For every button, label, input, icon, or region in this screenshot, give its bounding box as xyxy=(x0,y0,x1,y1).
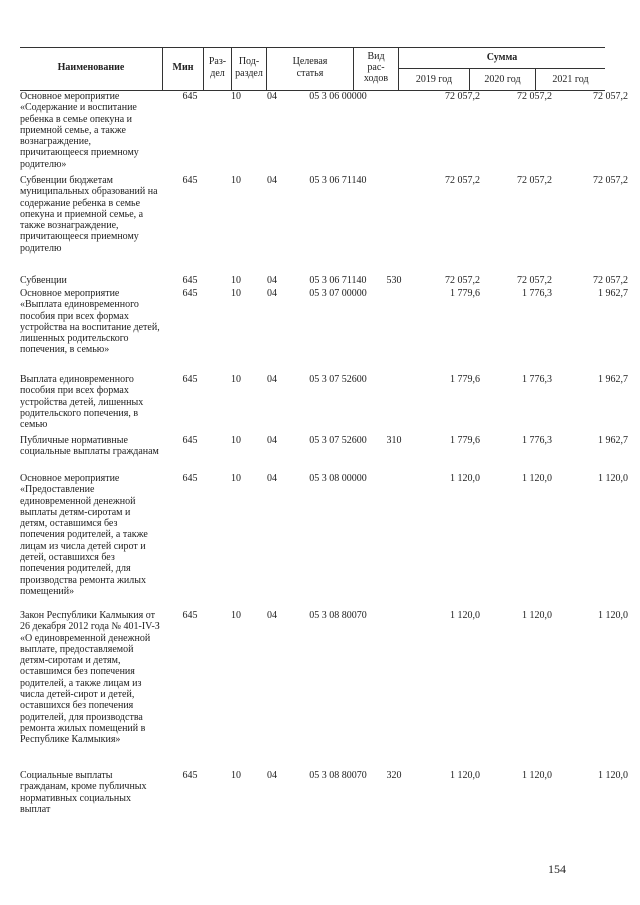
row-target: 05 3 08 80070 xyxy=(309,770,367,781)
row-vid: 530 xyxy=(386,275,402,286)
row-name: Публичные нормативные социальные выплаты гражданам xyxy=(20,435,159,458)
row-target: 05 3 07 52600 xyxy=(309,374,367,385)
row-name: Субвенции бюджетам муниципальных образований на содержание ребенка в семье опекуна и приемной семье, а также вознаграждение, причитающееся приемному родителю xyxy=(20,175,158,254)
row-sum-2021: 1 120,0 xyxy=(598,473,628,484)
row-podrazdel: 04 xyxy=(267,610,277,621)
row-target: 05 3 06 00000 xyxy=(309,91,367,102)
header-2020: 2020 год xyxy=(484,74,521,85)
row-target: 05 3 07 52600 xyxy=(309,435,367,446)
row-name: Закон Республики Калмыкия от 26 декабря 2012 года № 401-IV-З «О единовременной денежной выплате, предоставляемой детям-сиротам и детям, оставшимся без попечения родителей, а также лицам из числа детей-сирот и детей, оставшихся без попечения родителей, для производства ремонта жилых помещений в Республике Калмыкия» xyxy=(20,610,160,746)
header-2021: 2021 год xyxy=(552,74,589,85)
row-sum-2020: 1 776,3 xyxy=(522,374,552,385)
row-target: 05 3 06 71140 xyxy=(309,275,367,286)
header-summa: Сумма xyxy=(486,52,518,63)
row-razdel: 10 xyxy=(231,175,241,186)
row-sum-2019: 72 057,2 xyxy=(445,275,480,286)
row-podrazdel: 04 xyxy=(267,374,277,385)
row-target: 05 3 07 00000 xyxy=(309,288,367,299)
row-sum-2020: 72 057,2 xyxy=(517,275,552,286)
page-number: 154 xyxy=(548,862,566,876)
row-min: 645 xyxy=(182,175,198,186)
row-min: 645 xyxy=(182,770,198,781)
row-podrazdel: 04 xyxy=(267,435,277,446)
row-razdel: 10 xyxy=(231,374,241,385)
row-target: 05 3 08 80070 xyxy=(309,610,367,621)
row-razdel: 10 xyxy=(231,610,241,621)
row-podrazdel: 04 xyxy=(267,275,277,286)
row-vid: 310 xyxy=(386,435,402,446)
row-sum-2019: 72 057,2 xyxy=(445,91,480,102)
row-vid: 320 xyxy=(386,770,402,781)
row-min: 645 xyxy=(182,275,198,286)
row-sum-2019: 72 057,2 xyxy=(445,175,480,186)
row-podrazdel: 04 xyxy=(267,473,277,484)
row-sum-2021: 1 962,7 xyxy=(598,288,628,299)
row-min: 645 xyxy=(182,473,198,484)
row-min: 645 xyxy=(182,374,198,385)
row-sum-2020: 1 776,3 xyxy=(522,435,552,446)
header-razdel: Раз- дел xyxy=(208,56,227,79)
row-razdel: 10 xyxy=(231,91,241,102)
row-sum-2021: 1 120,0 xyxy=(598,770,628,781)
row-sum-2020: 72 057,2 xyxy=(517,175,552,186)
row-sum-2019: 1 120,0 xyxy=(450,473,480,484)
row-sum-2021: 1 120,0 xyxy=(598,610,628,621)
row-sum-2021: 72 057,2 xyxy=(593,275,628,286)
row-sum-2021: 1 962,7 xyxy=(598,374,628,385)
header-podrazdel: Под- раздел xyxy=(235,56,263,79)
row-sum-2019: 1 120,0 xyxy=(450,770,480,781)
header-name: Наименование xyxy=(57,62,125,73)
row-sum-2019: 1 779,6 xyxy=(450,288,480,299)
row-sum-2019: 1 120,0 xyxy=(450,610,480,621)
row-razdel: 10 xyxy=(231,288,241,299)
row-razdel: 10 xyxy=(231,770,241,781)
row-target: 05 3 08 00000 xyxy=(309,473,367,484)
row-min: 645 xyxy=(182,610,198,621)
row-sum-2021: 72 057,2 xyxy=(593,91,628,102)
row-min: 645 xyxy=(182,91,198,102)
row-name: Социальные выплаты гражданам, кроме публичных нормативных социальных выплат xyxy=(20,770,147,815)
row-podrazdel: 04 xyxy=(267,91,277,102)
row-name: Субвенции xyxy=(20,275,67,286)
table-header xyxy=(20,47,605,91)
row-razdel: 10 xyxy=(231,435,241,446)
row-sum-2019: 1 779,6 xyxy=(450,374,480,385)
header-2019: 2019 год xyxy=(415,74,453,85)
row-target: 05 3 06 71140 xyxy=(309,175,367,186)
row-min: 645 xyxy=(182,435,198,446)
row-sum-2019: 1 779,6 xyxy=(450,435,480,446)
row-sum-2020: 1 776,3 xyxy=(522,288,552,299)
row-name: Основное мероприятие «Предоставление единовременной денежной выплаты детям-сиротам и детям, оставшимся без попечения родителей, а также лицам из числа детей сирот и детей, оставшихся без попечения родителей, для производства ремонта жилых помещений» xyxy=(20,473,148,597)
row-podrazdel: 04 xyxy=(267,770,277,781)
row-razdel: 10 xyxy=(231,275,241,286)
row-sum-2020: 1 120,0 xyxy=(522,473,552,484)
row-podrazdel: 04 xyxy=(267,175,277,186)
row-sum-2020: 72 057,2 xyxy=(517,91,552,102)
header-min: Мин xyxy=(172,62,194,73)
header-vid: Вид рас- ходов xyxy=(363,51,389,84)
row-podrazdel: 04 xyxy=(267,288,277,299)
row-name: Выплата единовременного пособия при всех формах устройства детей, лишенных родительского попечения, в семью xyxy=(20,374,144,431)
row-sum-2021: 72 057,2 xyxy=(593,175,628,186)
row-sum-2020: 1 120,0 xyxy=(522,610,552,621)
row-sum-2020: 1 120,0 xyxy=(522,770,552,781)
row-min: 645 xyxy=(182,288,198,299)
row-razdel: 10 xyxy=(231,473,241,484)
row-name: Основное мероприятие «Содержание и воспитание ребенка в семье опекуна и приемной семье, а также вознаграждение, причитающееся приемному родителю» xyxy=(20,91,139,170)
row-sum-2021: 1 962,7 xyxy=(598,435,628,446)
header-target: Целевая статья xyxy=(292,56,328,79)
row-name: Основное мероприятие «Выплата единовременного пособия при всех формах устройства на воспитание детей, лишенных родительского попечения, в семью» xyxy=(20,288,160,356)
